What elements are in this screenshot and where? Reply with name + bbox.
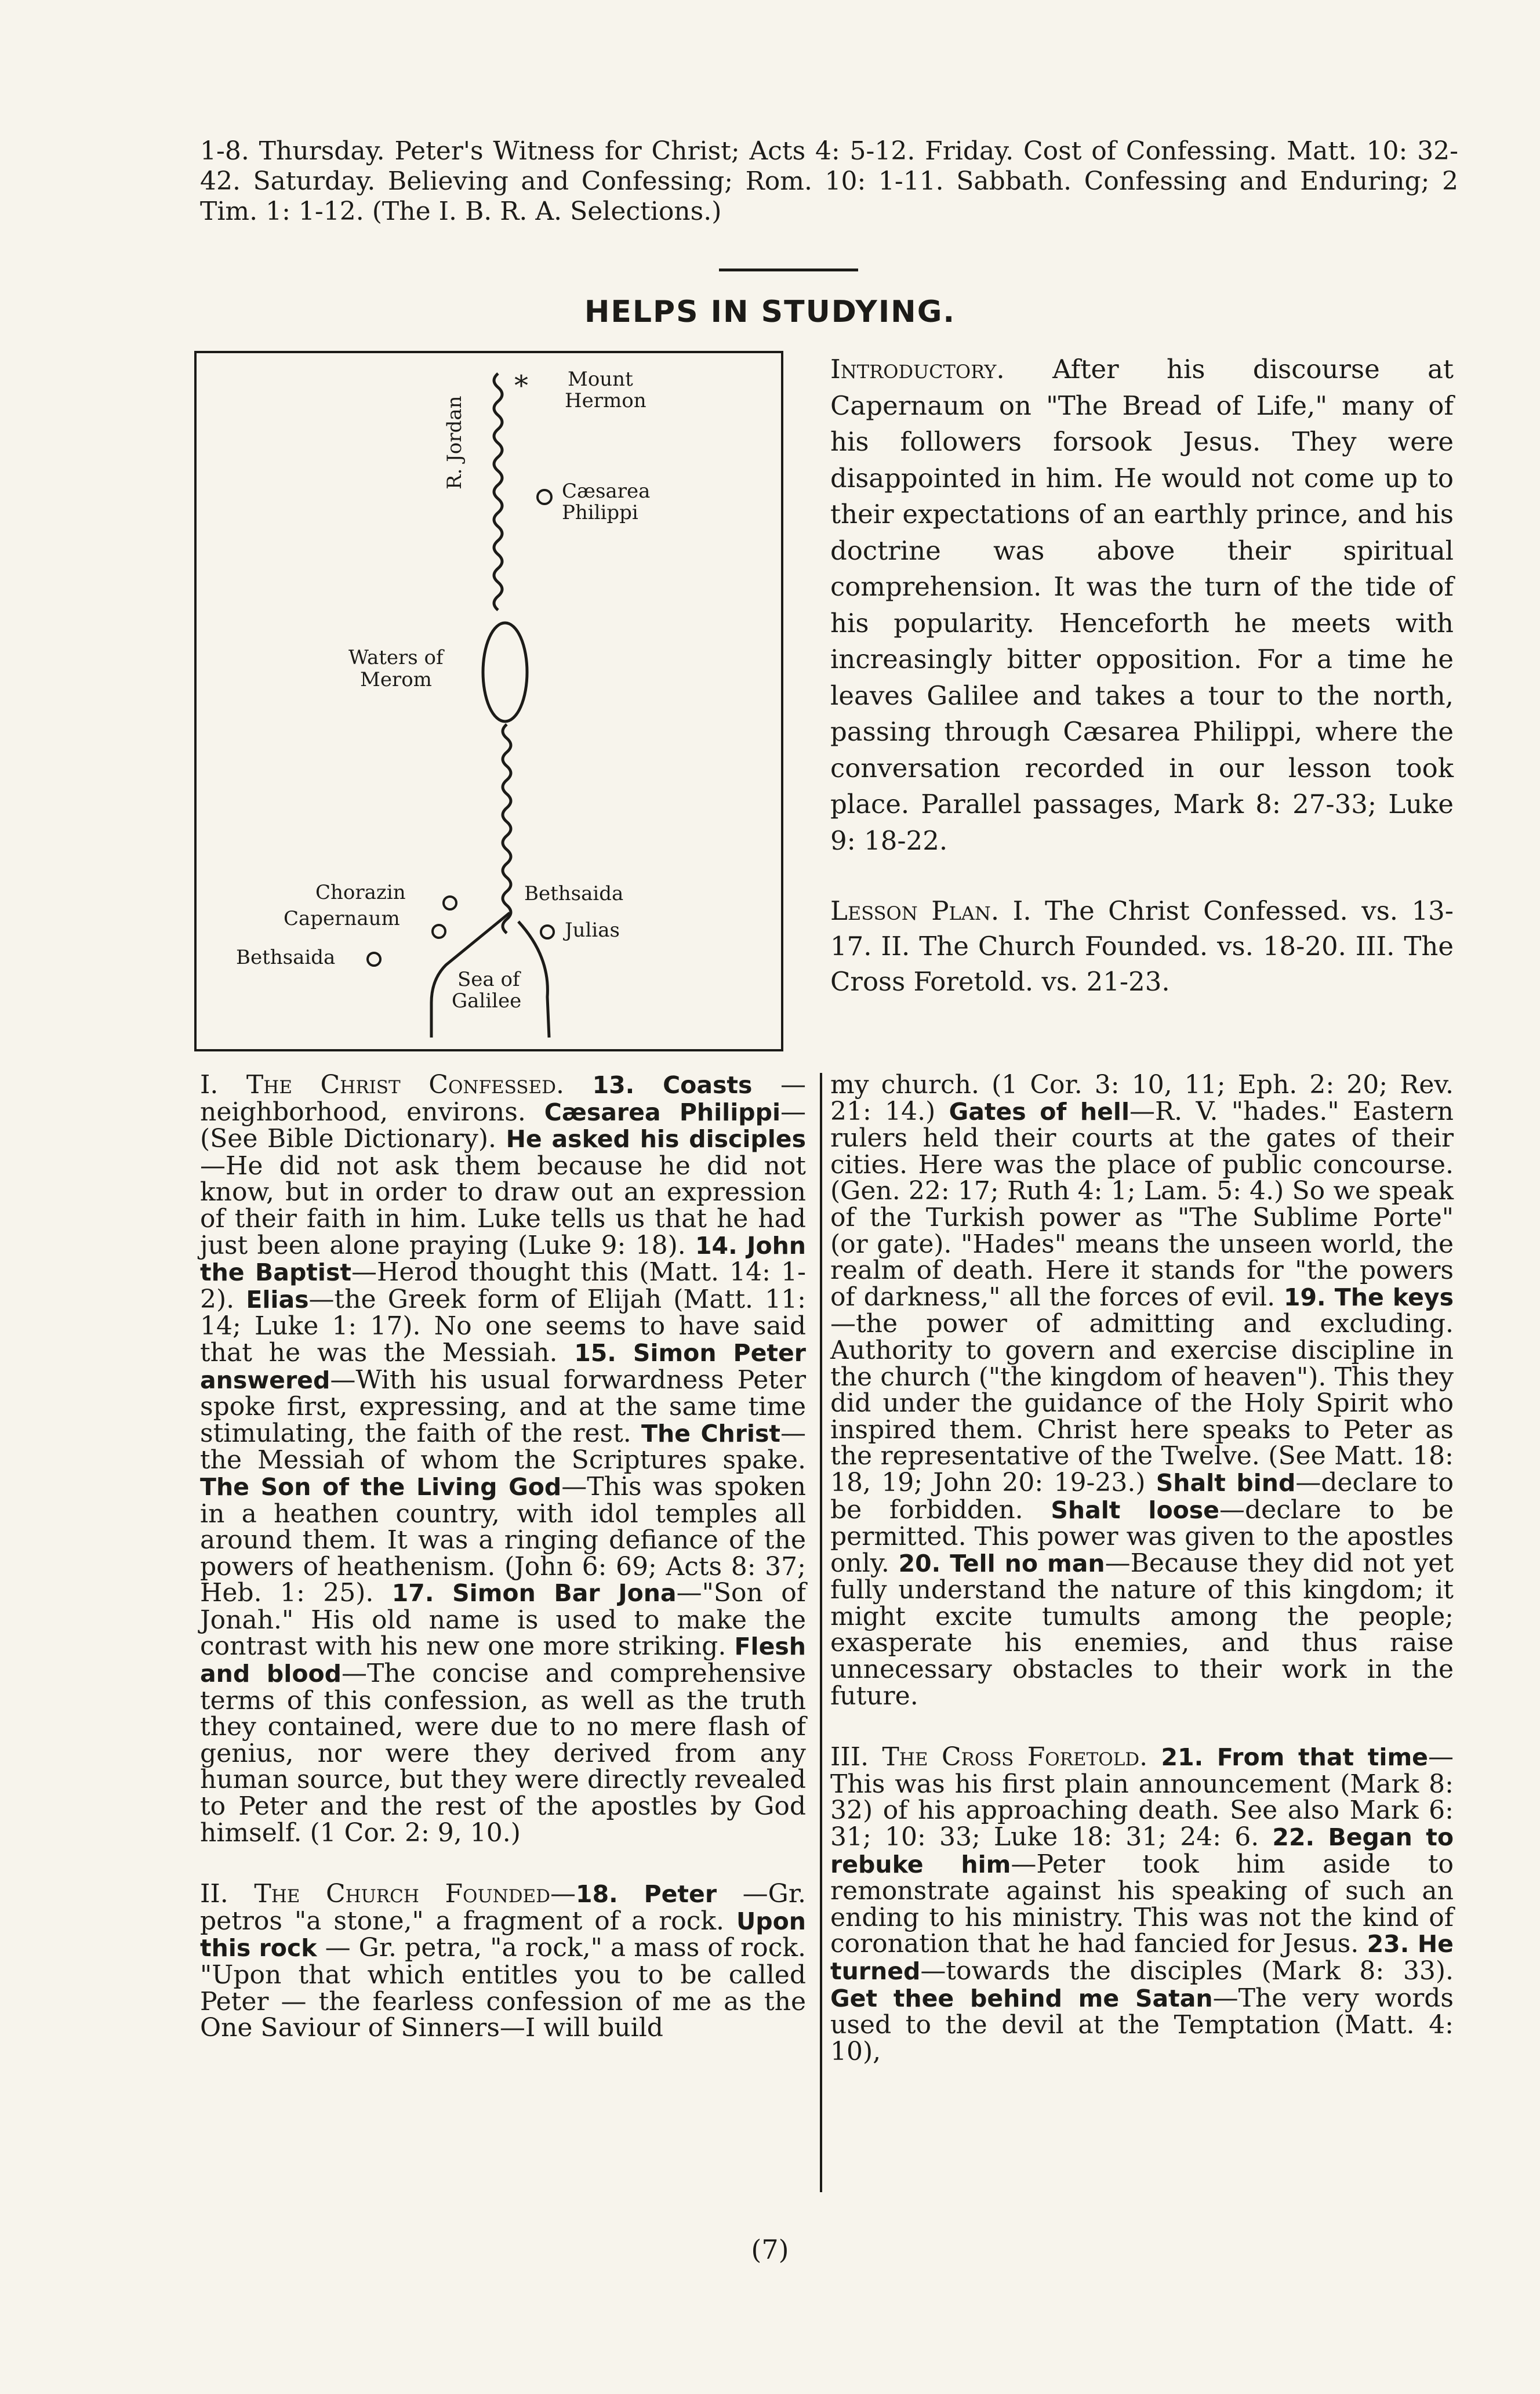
column-divider [820, 1073, 822, 2192]
right-column [830, 1072, 1454, 2065]
map-label-capernaum: Capernaum [284, 907, 400, 930]
note-text: —the Messiah of whom the Scriptures spake. [200, 1418, 806, 1475]
note-text: —R. V. "hades." Eastern rulers held their courts at the gates of their cities. Here was the place of public concourse. (Gen. 22: 17; Ruth 4: 1; Lam. 5: 4.) So we speak of the Turkish power as "The Sublime Porte" (or gate). "Hades" means the unseen world, the realm of death. Here it stands for "the powers of darkness," all the forces of evil. [830, 1096, 1454, 1312]
map-label-bethsaida-julias-1: Bethsaida [524, 882, 624, 905]
note-text: —towards the disciples (Mark 8: 33). [920, 1956, 1454, 1986]
section-2-heading: II. The Church Founded— [200, 1879, 576, 1909]
capernaum-marker [433, 925, 445, 938]
section-3-heading: III. The Cross Foretold. [830, 1742, 1148, 1772]
page-number: (7) [751, 2234, 789, 2265]
note-text: —He did not ask them because he did not know, but in order to draw out an expression of their faith in him. Luke tells us that he had just been alone praying (Luke 9: 18). [200, 1151, 806, 1260]
map-label-chorazin: Chorazin [315, 881, 406, 904]
introduction [830, 351, 1454, 859]
note-keyword: Elias [246, 1285, 309, 1314]
mount-hermon-star: * [514, 369, 528, 402]
map-label-merom: Merom [360, 668, 432, 691]
note-keyword: 15. Simon Peter answered [200, 1339, 807, 1394]
note-text: —The very words used to the devil at the Temptation (Matt. 4: 10), [830, 1983, 1454, 2066]
map-label-r-jordan: R. Jordan [443, 396, 466, 489]
note-text: —This was his first plain announcement (Mark 8: 32) of his approaching death. See also Mark 6: 31; 10: 33; Luke 18: 31; 24: 6. [830, 1742, 1454, 1852]
map-figure [194, 351, 783, 1051]
lesson-plan-text: I. The Christ Confessed. vs. 13-17. II. The Church Founded. vs. 18-20. III. The Cross Foretold. vs. 21-23. [830, 895, 1454, 997]
note-keyword: 22. Began to rebuke him [830, 1823, 1454, 1878]
bethsaida-marker [368, 953, 380, 966]
note-keyword: 18. Peter [576, 1880, 717, 1909]
map-label-waters-of: Waters of [348, 646, 444, 669]
lake-merom-shape [483, 623, 527, 721]
note-text: —"Son of Jonah." His old name is used to make the contrast with his new one more striking. [200, 1578, 807, 1662]
page-heading: HELPS IN STUDYING. [584, 295, 956, 329]
map-label-galilee: Galilee [452, 989, 522, 1013]
note-keyword: 19. The keys [1284, 1283, 1454, 1311]
river-jordan-lower [503, 724, 511, 933]
note-text: —Herod thought this (Matt. 14: 1-2). [200, 1257, 806, 1314]
note-keyword: Get thee behind me Satan [830, 1984, 1213, 2012]
section-1-heading: I. The Christ Confessed. [200, 1070, 565, 1100]
right-column-paragraph [830, 1072, 1454, 1709]
note-text: —declare to be forbidden. [830, 1467, 1454, 1525]
introduction-text: After his discourse at Capernaum on "The Bread of Life," many of his followers forsook Jesus. They were disappointed in him. He would not come up to their expectations of an earthly prince, and his doctrine was above their spiritual comprehension. It was the turn of the tide of his popularity. Henceforth he meets with increasingly bitter opposition. For a time he leaves Galilee and takes a tour to the north, passing through Cæsarea Philippi, where the conversation recorded in our lesson took place. Parallel passages, Mark 8: 27-33; Luke 9: 18-22. [830, 354, 1454, 856]
section-2-paragraph [200, 1881, 806, 2041]
note-text: — Gr. petra, "a rock," a mass of rock. "Upon that which entitles you to be called Peter — the fearless confession of me as the One Saviour of Sinners—I will build [200, 1933, 806, 2043]
section-1-paragraph [200, 1072, 806, 1846]
map-label-hermon: Hermon [565, 389, 646, 412]
bethsaida-julias-marker [541, 926, 554, 938]
map-label-philippi: Philippi [562, 501, 638, 524]
note-keyword: The Son of the Living God [200, 1472, 562, 1501]
introduction-label: Introductory. [830, 354, 1005, 385]
note-keyword: The Christ [641, 1419, 780, 1448]
note-text: —neighborhood, environs. [200, 1070, 806, 1127]
lesson-plan [830, 893, 1454, 999]
note-keyword: 21. From that time [1161, 1743, 1428, 1772]
note-keyword: 20. Tell no man [898, 1549, 1105, 1577]
note-keyword: 23. He turned [830, 1930, 1454, 1985]
caesarea-philippi-marker [537, 490, 551, 504]
note-text: —declare to be permitted. This power was given to the apostles only. [830, 1495, 1454, 1578]
note-text: —Because they did not yet fully understand the nature of this kingdom; it might excite tumults among the people; exasperate his enemies, and thus raise unnecessary obstacles to their work in the future. [830, 1548, 1454, 1711]
map-label-bethsaida-julias-2: Julias [565, 919, 620, 942]
note-keyword: Upon this rock [200, 1907, 806, 1963]
section-gap [830, 1709, 1454, 1744]
map-label-sea-of: Sea of [457, 968, 520, 991]
note-keyword: Shalt bind [1156, 1468, 1296, 1497]
note-keyword: 14. John the Baptist [200, 1231, 806, 1287]
chorazin-marker [444, 897, 456, 909]
map-drawing [197, 353, 781, 1049]
note-keyword: 17. Simon Bar Jona [391, 1579, 677, 1608]
note-text: —Peter took him aside to remonstrate against his speaking of such an ending to his ministry. This was not the kind of coronation that he had fancied for Jesus. [830, 1849, 1454, 1959]
section-3-paragraph [830, 1744, 1454, 2065]
note-text: —Gr. petros "a stone," a fragment of a rock. [200, 1879, 807, 1936]
note-text: —the Greek form of Elijah (Matt. 11: 14; Luke 1: 17). No one seems to have said that he was the Messiah. [200, 1284, 807, 1368]
note-keyword: Gates of hell [949, 1097, 1130, 1126]
note-keyword: 13. Coasts [592, 1071, 753, 1099]
heading-rule [719, 269, 858, 271]
note-keyword: Flesh and blood [200, 1633, 806, 1688]
lesson-plan-label: Lesson Plan. [830, 895, 1000, 926]
daily-readings [200, 136, 1458, 227]
note-text: —With his usual forwardness Peter spoke first, expressing, and at the same time stimulating, the faith of the rest. [200, 1365, 806, 1448]
note-text: —The concise and comprehensive terms of this confession, as well as the truth they contained, were due to no mere flash of genius, nor were they derived from any human source, but they were directly revealed to Peter and the rest of the apostles by God himself. (1 Cor. 2: 9, 10.) [200, 1659, 806, 1848]
note-keyword: He asked his disciples [506, 1125, 806, 1154]
section-gap [200, 1846, 806, 1881]
note-keyword: Shalt loose [1051, 1496, 1219, 1524]
note-text: —This was spoken in a heathen country, with idol temples all around them. It was a ringing defiance of the powers of heathenism. (John 6: 69; Acts 8: 37; Heb. 1: 25). [200, 1471, 806, 1608]
river-jordan-line [494, 373, 502, 610]
map-label-bethsaida: Bethsaida [236, 946, 336, 969]
note-text: my church. (1 Cor. 3: 10, 11; Eph. 2: 20; Rev. 21: 14.) [830, 1070, 1454, 1126]
map-label-caesarea: Cæsarea [562, 480, 651, 503]
map-label-mount: Mount [568, 368, 633, 391]
note-text: —the power of admitting and excluding. Authority to govern and exercise discipline in the church ("the kingdom of heaven"). This they did under the guidance of the Holy Spirit who inspired them. Christ here speaks to Peter as the representative of the Twelve. (See Matt. 18: 18, 19; John 20: 19-23.) [830, 1309, 1454, 1497]
note-text: —(See Bible Dictionary). [200, 1097, 806, 1154]
left-column [200, 1072, 806, 2041]
daily-readings-text: 1-8. Thursday. Peter's Witness for Christ; Acts 4: 5-12. Friday. Cost of Confessing. Matt. 10: 32-42. Saturday. Believing and Confessing; Rom. 10: 1-11. Sabbath. Confessing and Enduring; 2 Tim. 1: 1-12. (The I. B. R. A. Selections.) [200, 136, 1458, 226]
note-keyword: Cæsarea Philippi [544, 1098, 780, 1126]
